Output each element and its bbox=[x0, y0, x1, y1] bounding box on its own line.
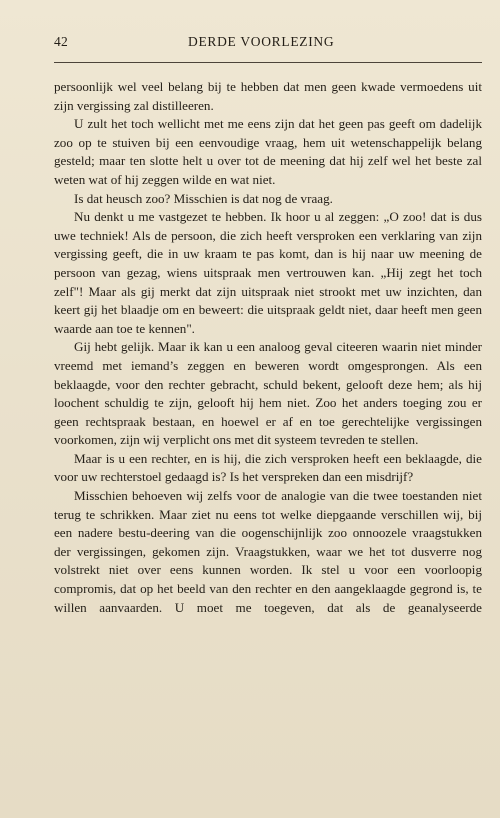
paragraph-4: Nu denkt u me vastgezet te hebben. Ik hoor u al zeggen: „O zoo! dat is dus uwe techniek! Als de persoon, die zich heeft versproken een verklaring van zijn vergissing geeft, die in uw kraam te pas komt, dan is hij naar uw meening de persoon van gezag, wiens uitspraak men vertrouwen kan. „Hij zegt het toch zelf"! Maar als gij merkt dat zijn uitspraak niet strookt met uw inzichten, dan keert gij het blaadje om en beweert: die uitspraak geldt niet, daar heeft men geen waarde aan toe te kennen". bbox=[54, 209, 482, 336]
running-head: DERDE VOORLEZING bbox=[188, 34, 335, 49]
paragraph-7: Misschien behoeven wij zelfs voor de analogie van die twee toestanden niet terug te schrikken. Maar ziet nu eens tot welke diepgaande verschillen wij, bij een nadere bestu-deering van die oogenschijnlijk zoo onnoozele vraagstukken der vergissingen, gekomen zijn. Vraagstukken, waar we het tot dusverre nog volstrekt niet over eens kunnen worden. Ik stel u voor een voorloopig compromis, dat op het beeld van den rechter en den aangeklaagde gegrond is, te willen aanvaarden. U moet me toegeven, dat als de geanalyseerde bbox=[54, 488, 482, 615]
header-rule bbox=[54, 62, 482, 63]
paragraph-2: U zult het toch wellicht met me eens zijn dat het geen pas geeft om dadelijk zoo op te stuiven bij een eenvoudige vraag, hem uit wetenschappelijk belang gesteld; maar ten slotte helt u over tot de meening dat hij zelf wel het beste zal weten wat of hij zeggen wilde en wat niet. bbox=[54, 116, 482, 187]
paragraph-6: Maar is u een rechter, en is hij, die zich versproken heeft een beklaagde, die voor uw rechterstoel gedaagd is? Is het verspreken dan een misdrijf? bbox=[54, 450, 482, 485]
paragraph-1: persoonlijk wel veel belang bij te hebben dat men geen kwade vermoedens uit zijn vergissing zal distilleeren. bbox=[54, 79, 482, 113]
page-number: 42 bbox=[54, 34, 69, 49]
paragraph-5: Gij hebt gelijk. Maar ik kan u een analoog geval citeeren waarin niet minder vreemd met iemand’s zeggen en beweren wordt omgesprongen. Als een beklaagde, voor den rechter gebracht, schuld bekent, gelooft deze hem; als hij loochent schuldig te zijn, gelooft hij hem niet. Zoo het anders toeging zou er geen rechtspraak bestaan, en hoewel er af en toe gerechtelijke vergissingen voorkomen, zijn wij verplicht ons met dit systeem tevreden te stellen. bbox=[54, 339, 482, 448]
page-header bbox=[54, 34, 482, 54]
body-text bbox=[54, 78, 482, 617]
paragraph-3: Is dat heusch zoo? Misschien is dat nog de vraag. bbox=[74, 190, 333, 206]
